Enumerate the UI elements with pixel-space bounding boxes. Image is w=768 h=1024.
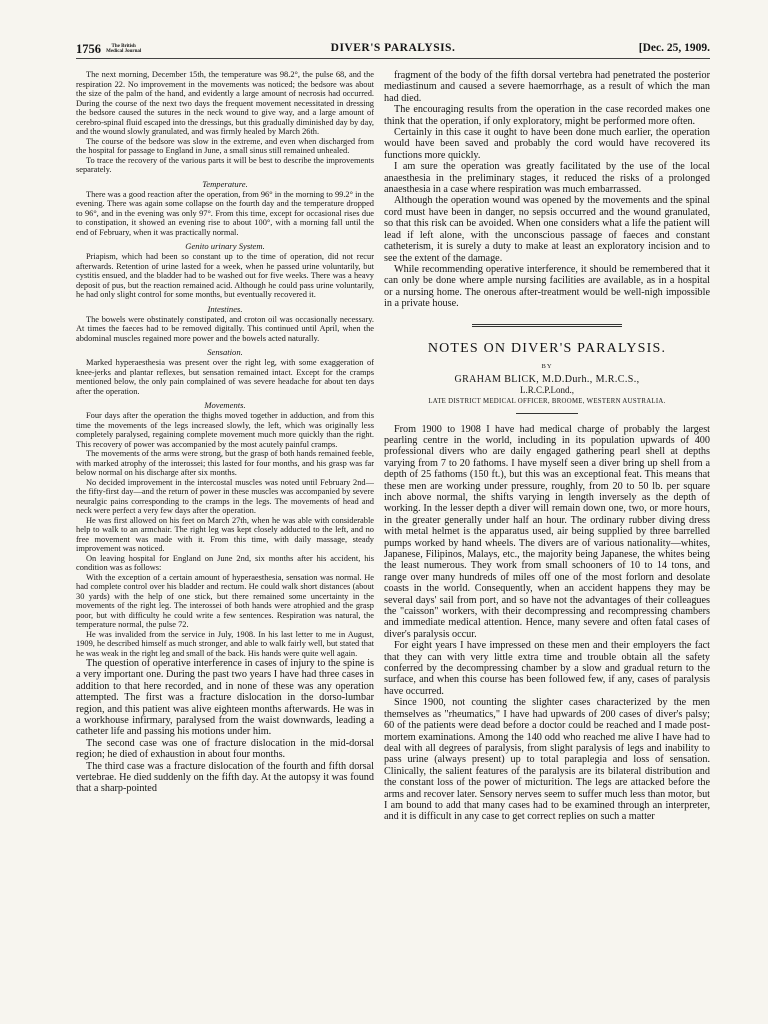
paragraph: The second case was one of fracture dislocation in the mid-dorsal region; he died of exhaustion in about four months. xyxy=(76,737,374,761)
section-heading: Intestines. xyxy=(207,303,243,314)
paragraph: He was invalided from the service in July, 1908. In his last letter to me in August, 1909, he described himself as much stronger, and able to walk fairly well, but stated that he was weak in the right leg and small of the back. His hands were quite well again. xyxy=(76,629,374,658)
article-header xyxy=(384,324,710,414)
paragraph: The next morning, December 15th, the temperature was 98.2°, the pulse 68, and the respiration 22. No improvement in the movements was noticed; the bedsore was about the size of the palm of the hand, and evidently a large amount of necrosis had occurred. During the course of the next two days the frequent movement necessitated in dressing the bedsore caused the sutures in the neck wound to give way, and a large amount of cerebro-spinal fluid escaped into the dressings, but this gradually diminished day by day, and the wound slowly granulated, and was firmly healed by March 26th. xyxy=(76,70,374,136)
paragraph: The encouraging results from the operation in the case recorded makes one think that the operation, if only exploratory, might be performed more often. xyxy=(384,104,710,127)
section-heading: Sensation. xyxy=(207,347,243,357)
paragraph: While recommending operative interference, it should be remembered that it can only be done where ample nursing facilities are available, as in a hospital or a nursing home. The onerous after-treatment would be well-nigh impossible in a private house. xyxy=(384,263,710,310)
paragraph: No decided improvement in the intercostal muscles was noted until February 2nd—the fifty-first day—and the return of power in these muscles was accompanied by severe neuralgic pains corresponding to the cramps in the legs. The movements of head and neck were perfect a very few days after the operation. xyxy=(76,477,374,515)
running-title: DIVER'S PARALYSIS. xyxy=(330,42,456,54)
paragraph: Marked hyperaesthesia was present over the right leg, with some exaggeration of knee-jerks and plantar reflexes, but sensation remained intact. Except for the cramps mentioned below, the only pain complained of was severe headache for about ten days after the operation. xyxy=(76,358,374,396)
paragraph: There was a good reaction after the operation, from 96° in the morning to 99.2° in the evening. There was again some collapse on the fourth day and the temperature dropped to 96°, and in the evening was only 97°. From this time, except for occasional rises due to constipation, it showed an evening rise to about 100°, with a morning fall until the end of February, when it was practically normal. xyxy=(76,189,374,237)
discussion-continuation xyxy=(384,70,710,310)
paragraph: From 1900 to 1908 I have had medical charge of probably the largest pearling centre in the world, including in its population upwards of 400 professional divers who are daily engaged gathering pearl shell at depths varying from 7 to 20 fathoms. I have myself seen a diver bring up shell from a depth of 25 fathoms (150 ft.), but this was an exceptional feat. This means that these men are working under pressure, roughly, from 20 to 50 lb. per square inch above normal, the shifts varying in length inversely as the depth of working. In the lesser depth a diver will remain down one, two, or more hours, in the greater generally under half an hour. The ordinary rubber diving dress with metal helmet is the apparatus used, air being supplied by three barrelled pumps worked by hand wheels. The divers are of various nationality—whites, Japanese, Filipinos, Malays, etc., the majority being Japanese, the whites being the least numerous. They work from small schooners of 10 to 14 tons, and range over many hundreds of miles off one of the most forlorn and desolate coasts in the world. Consequently, when an accident happens they may be several days' sail from port, and so have not the advantages of their colleagues the "caisson" workers, with their decompressing and recompressing chambers and immediate medical attention. Hence, many severe and often fatal cases of diver's paralysis occur. xyxy=(384,423,710,640)
paragraph: Although the operation wound was opened by the movements and the spinal cord must have been in danger, no sepsis occurred and the wound granulated, so that this risk can be avoided. When one considers what a life the patient will lead if left alone, with the unconscious passage of faeces and constant catheterism, it is surely a duty to make at least an exploratory incision and to see the extent of the damage. xyxy=(384,195,710,264)
paragraph: Since 1900, not counting the slighter cases characterized by the men themselves as "rheumatics," I have had upwards of 200 cases of diver's palsy; 60 of the patients were dead before a doctor could be reached and I made post-mortem examinations. Among the 140 odd who reached me alive I have had to deal with all degrees of paralysis, from slight paralysis of legs and inability to pass urine (always present) up to total paraplegia and loss of sensation. Clinically, the salient features of the paralysis are its bilateral distribution and the constant loss of the power of micturition. The legs are attacked before the arms and recover later. Sensory nerves seem to suffer much less than motor, but I am bound to add that many cases had to be examined through an interpreter, and it is difficult in any case to get correct replies on such a matter xyxy=(384,697,710,823)
right-column xyxy=(384,70,710,1010)
title-rule xyxy=(516,413,578,414)
journal-name-line2: Medical Journal xyxy=(106,49,142,54)
paragraph: Four days after the operation the thighs moved together in adduction, and from this time the movements of the legs increased slowly, the left, which was originally less completely paralysed, regaining complete movement much more quickly than the right. This recovery of power was accompanied by the most acutely painful cramps. xyxy=(76,411,374,449)
paragraph: fragment of the body of the fifth dorsal vertebra had penetrated the posterior mediastinum and caused a severe haemorrhage, as a result of which the man had died. xyxy=(384,70,710,104)
section-divider xyxy=(472,324,622,327)
section-heading: Temperature. xyxy=(202,178,248,189)
paragraph: He was first allowed on his feet on March 27th, when he was able with considerable help to walk to an armchair. The right leg was kept closely adducted to the left, and no free movement was made with it. From this time, with daily massage, steady improvement was noticed. xyxy=(76,515,374,553)
paragraph: The question of operative interference in cases of injury to the spine is a very important one. During the past two years I have had three cases in addition to that here recorded, and in none of these was any operation attempted. The first was a fracture dislocation in the dorso-lumbar region, and this patient was alive eighteen months afterwards. He was in a workhouse infirmary, paralysed from the waist downwards, leading a catheter life and passing his motions under him. xyxy=(76,658,374,738)
issue-date: [Dec. 25, 1909. xyxy=(638,42,710,54)
paragraph: The course of the bedsore was slow in the extreme, and even when discharged from the hospital for passage to England in June, a small sinus still remained unhealed. xyxy=(76,136,374,155)
article-title: NOTES ON DIVER'S PARALYSIS. xyxy=(427,340,667,356)
paragraph: Certainly in this case it ought to have been done much earlier, the operation would have been saved and probably the cord would have recovered its functions more quickly. xyxy=(384,127,710,161)
left-column xyxy=(76,70,374,1010)
paragraph: For eight years I have impressed on these men and their employers the fact that they can with very little extra time and trouble obtain all the safety conferred by the decompressing chamber by a slow and gradual return to the surface, and when this course has been followed few, if any, cases of paralysis have occurred. xyxy=(384,640,710,697)
paragraph: On leaving hospital for England on June 2nd, six months after his accident, his condition was as follows: xyxy=(76,553,374,572)
section-heading: Genito urinary System. xyxy=(185,241,265,251)
paragraph: To trace the recovery of the various parts it will be best to describe the improvements separately. xyxy=(76,155,374,174)
author-name: GRAHAM BLICK, M.D.Durh., M.R.C.S., xyxy=(454,373,640,385)
page-header xyxy=(76,42,710,59)
article-body xyxy=(384,424,710,823)
journal-name-line1: The British xyxy=(111,44,136,49)
case-report-discussion xyxy=(76,658,374,795)
paragraph: The movements of the arms were strong, but the grasp of both hands remained feeble, with marked atrophy of the interossei; this lasted for four months, and his grasp was far below normal on his discharge after six months. xyxy=(76,449,374,477)
paragraph: With the exception of a certain amount of hyperaesthesia, sensation was normal. He had complete control over his bladder and rectum. He could walk short distances (about 30 yards) with the help of one stick, but there remained some uncertainty in the movements of the right leg. The interossei of both hands were atrophied and the grasp poor, but with difficulty he could write a few sentences. Respiration was natural, the temperature normal, the pulse 72. xyxy=(76,572,374,629)
paragraph: The third case was a fracture dislocation of the fourth and fifth dorsal vertebrae. He died suddenly on the fifth day. At the autopsy it was found that a sharp-pointed xyxy=(76,760,374,795)
paragraph: The bowels were obstinately constipated, and croton oil was occasionally necessary. At times the faeces had to be removed digitally. This continued until April, when the abdominal muscles regained more power and the bowels acted naturally. xyxy=(76,314,374,343)
author-qualifications: L.R.C.P.Lond., xyxy=(519,384,574,395)
byline: BY xyxy=(541,362,553,370)
section-heading: Movements. xyxy=(204,400,246,410)
paragraph: Priapism, which had been so constant up to the time of operation, did not recur afterwards. Retention of urine lasted for a week, when he passed urine voluntarily, but cystitis ensued, and the bladder had to be washed out for five weeks. There was a heavy deposit of pus, but the reaction remained acid. Although he could pass urine voluntarily, he had only slight control for some months, but eventually recovered it. xyxy=(76,252,374,299)
case-report-sections xyxy=(76,179,374,659)
author-affiliation: LATE DISTRICT MEDICAL OFFICER, BROOME, WESTERN AUSTRALIA. xyxy=(428,397,666,405)
page-number: 1756 xyxy=(76,42,101,56)
paragraph: I am sure the operation was greatly facilitated by the use of the local anaesthesia in the preliminary stages, it reduced the risks of a prolonged anaesthesia in a case where respiration was much embarrassed. xyxy=(384,161,710,196)
case-report-intro xyxy=(76,70,374,175)
